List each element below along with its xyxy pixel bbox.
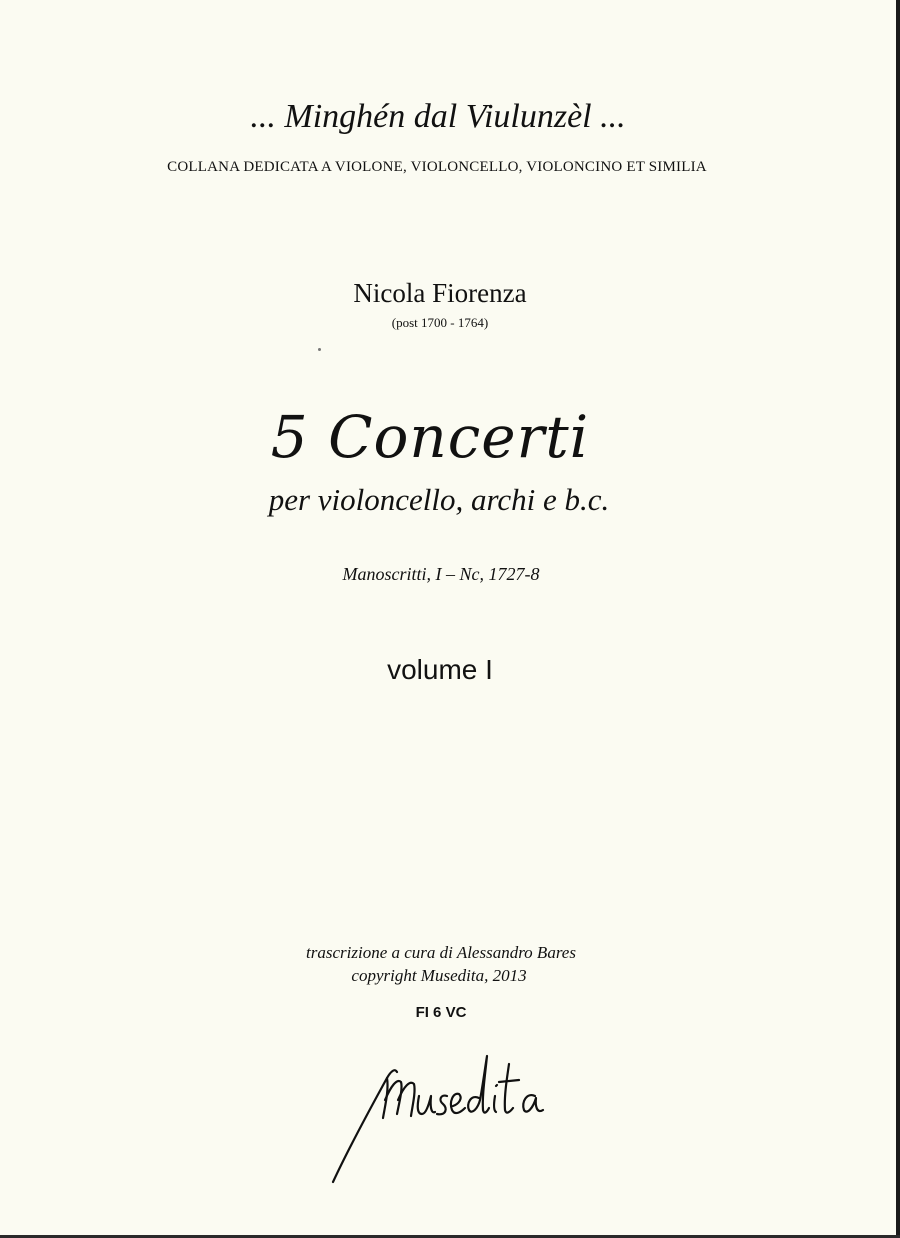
catalog-code: FI 6 VC xyxy=(415,1004,467,1021)
series-subtitle: COLLANA DEDICATA A VIOLONE, VIOLONCELLO, VIOLONCINO ET SIMILIA xyxy=(167,159,707,175)
scan-edge-right xyxy=(896,0,900,1238)
manuscript-source: Manoscritti, I – Nc, 1727-8 xyxy=(342,564,540,584)
work-subtitle: per violoncello, archi e b.c. xyxy=(268,482,610,517)
work-title: 5 Concerti xyxy=(270,403,590,471)
transcription-credit: trascrizione a cura di Alessandro Bares xyxy=(306,943,576,962)
composer-name: Nicola Fiorenza xyxy=(353,278,527,308)
series-title: ... Minghén dal Viulunzèl ... xyxy=(250,98,626,135)
composer-dates: (post 1700 - 1764) xyxy=(391,315,489,330)
volume-label: volume I xyxy=(387,654,493,685)
musedita-signature-logo xyxy=(325,1038,560,1188)
paper-speck xyxy=(318,348,321,351)
copyright-notice: copyright Musedita, 2013 xyxy=(351,966,527,985)
